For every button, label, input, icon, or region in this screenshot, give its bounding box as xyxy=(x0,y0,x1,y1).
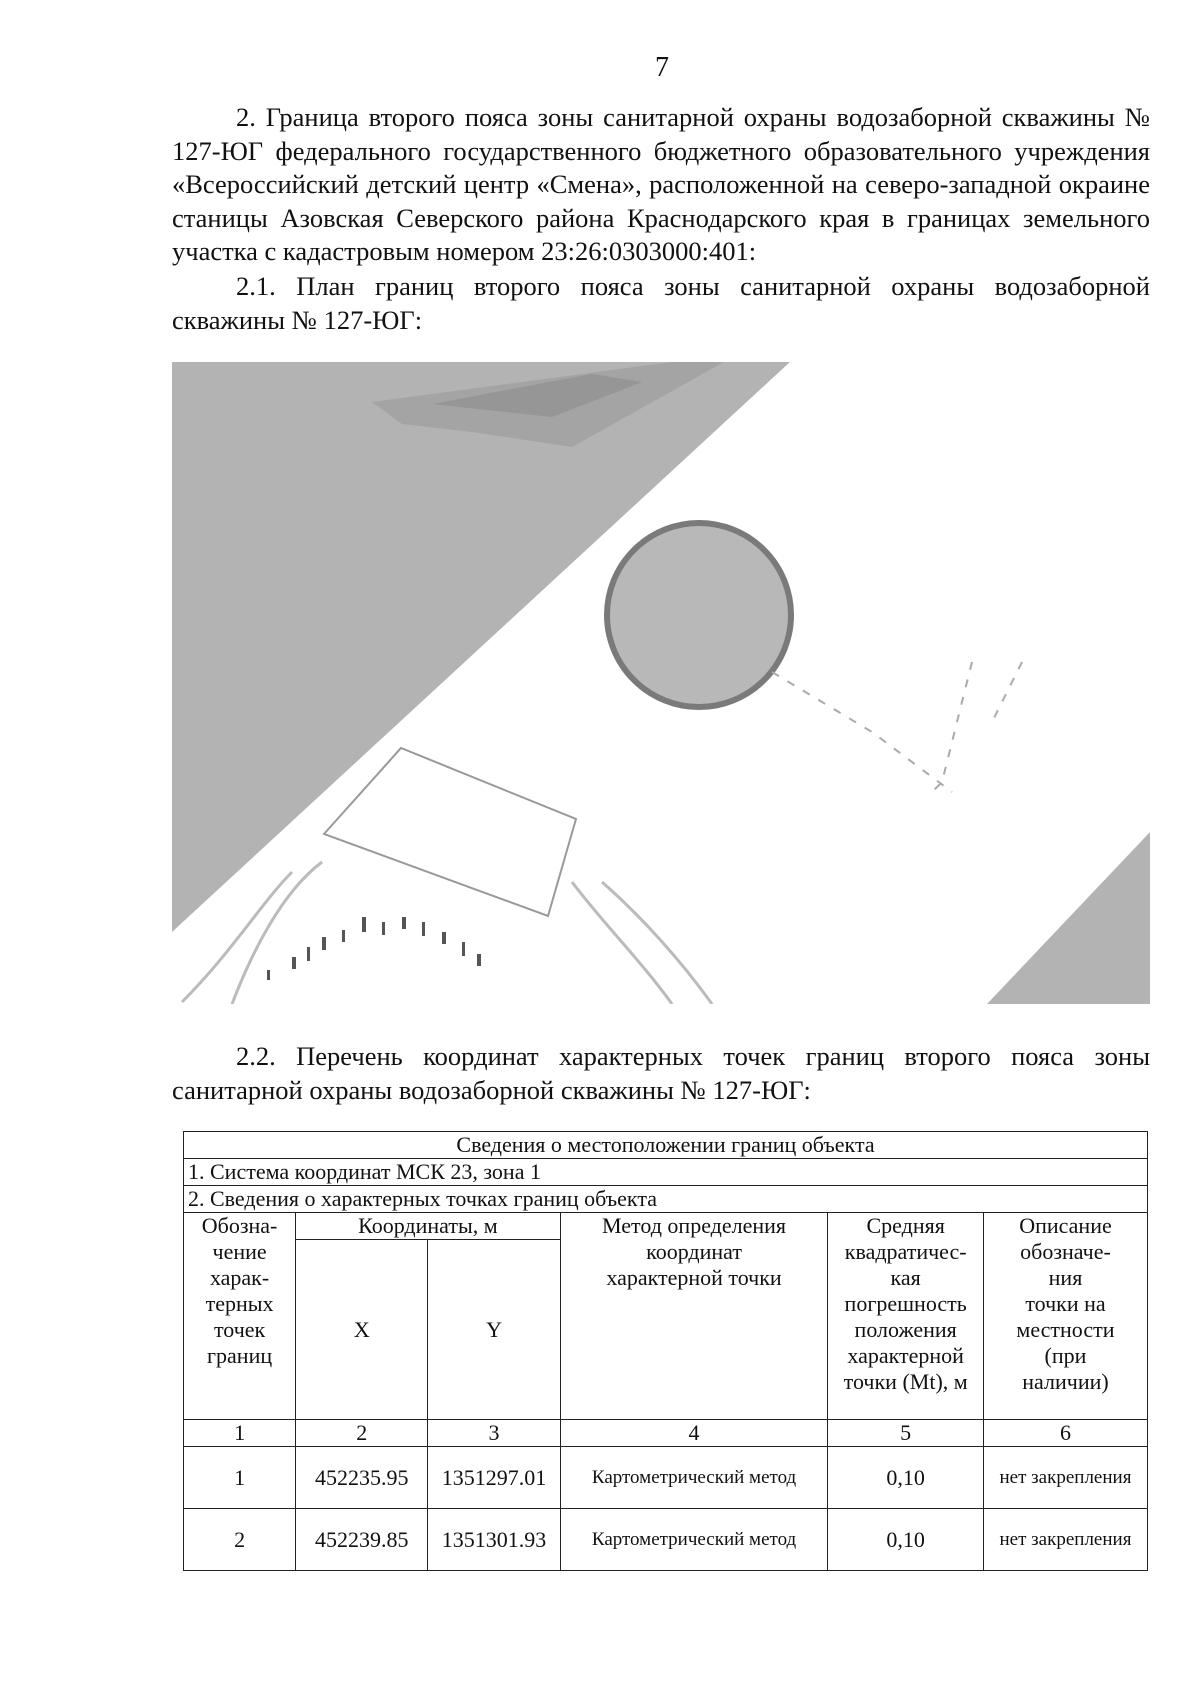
paragraph-plan-heading: 2.1. План границ второго пояса зоны санитарной охраны водозаборной скважины № 127-ЮГ: xyxy=(172,271,1150,335)
cell-method: Картометрический метод xyxy=(560,1509,828,1571)
header-method: Метод определения координат характерной точки xyxy=(560,1213,828,1420)
map-parcel-outline xyxy=(324,748,576,916)
header-description: Описание обозначе- ния точки на местности (при наличии) xyxy=(983,1213,1147,1420)
map-dashed-boundary xyxy=(772,662,1022,792)
header-coordinates: Координаты, м xyxy=(296,1213,561,1240)
cell-point: 1 xyxy=(184,1447,296,1509)
cell-error: 0,10 xyxy=(828,1447,984,1509)
column-number: 2 xyxy=(296,1420,428,1447)
table-row xyxy=(184,1447,1148,1509)
cell-description: нет закрепления xyxy=(983,1447,1147,1509)
table-system-row xyxy=(184,1159,1148,1186)
table-title: Сведения о местоположении границ объекта xyxy=(184,1132,1148,1159)
cell-error: 0,10 xyxy=(828,1509,984,1571)
paragraph-coordinates-heading: 2.2. Перечень координат характерных точек границ второго пояса зоны санитарной охраны водозаборной скважины № 127-ЮГ: xyxy=(172,1041,1150,1105)
map-road-lines xyxy=(182,862,712,1004)
table-coordinate-system: 1. Система координат МСК 23, зона 1 xyxy=(184,1159,1148,1186)
column-number: 3 xyxy=(428,1420,560,1447)
cell-y: 1351297.01 xyxy=(428,1447,560,1509)
coordinates-table xyxy=(183,1131,1148,1571)
paragraph-boundary-description: 2. Граница второго пояса зоны санитарной охраны водозаборной скважины № 127-ЮГ федерального государственного бюджетного образовательного учреждения «Всероссийский детский центр «Смена», расположенной на северо-западной окраине станицы Азовская Северского района Краснодарского края в границах земельного участка с кадастровым номером 23:26:0303000:401: xyxy=(172,102,1150,266)
map-gray-corner xyxy=(987,832,1150,1004)
cell-x: 452235.95 xyxy=(296,1447,428,1509)
cell-description: нет закрепления xyxy=(983,1509,1147,1571)
cell-point: 2 xyxy=(184,1509,296,1571)
cell-y: 1351301.93 xyxy=(428,1509,560,1571)
header-x: X xyxy=(296,1240,428,1420)
header-y: Y xyxy=(428,1240,560,1420)
table-header-row xyxy=(184,1213,1148,1240)
cell-method: Картометрический метод xyxy=(560,1447,828,1509)
header-designation: Обозна- чение харак- терных точек границ xyxy=(184,1213,296,1420)
page-number: 7 xyxy=(655,52,669,83)
column-number: 1 xyxy=(184,1420,296,1447)
table-section-heading: 2. Сведения о характерных точках границ объекта xyxy=(184,1186,1148,1213)
column-number: 5 xyxy=(828,1420,984,1447)
boundary-plan-map xyxy=(172,362,1150,1004)
table-section-row xyxy=(184,1186,1148,1213)
cell-x: 452239.85 xyxy=(296,1509,428,1571)
table-row xyxy=(184,1509,1148,1571)
header-error: Средняя квадратичес- кая погрешность положения характерной точки (Mt), м xyxy=(828,1213,984,1420)
table-title-row xyxy=(184,1132,1148,1159)
map-stipple-marks xyxy=(267,917,481,980)
map-well-circle xyxy=(607,523,791,707)
column-number: 4 xyxy=(560,1420,828,1447)
table-column-numbers-row xyxy=(184,1420,1148,1447)
column-number: 6 xyxy=(983,1420,1147,1447)
